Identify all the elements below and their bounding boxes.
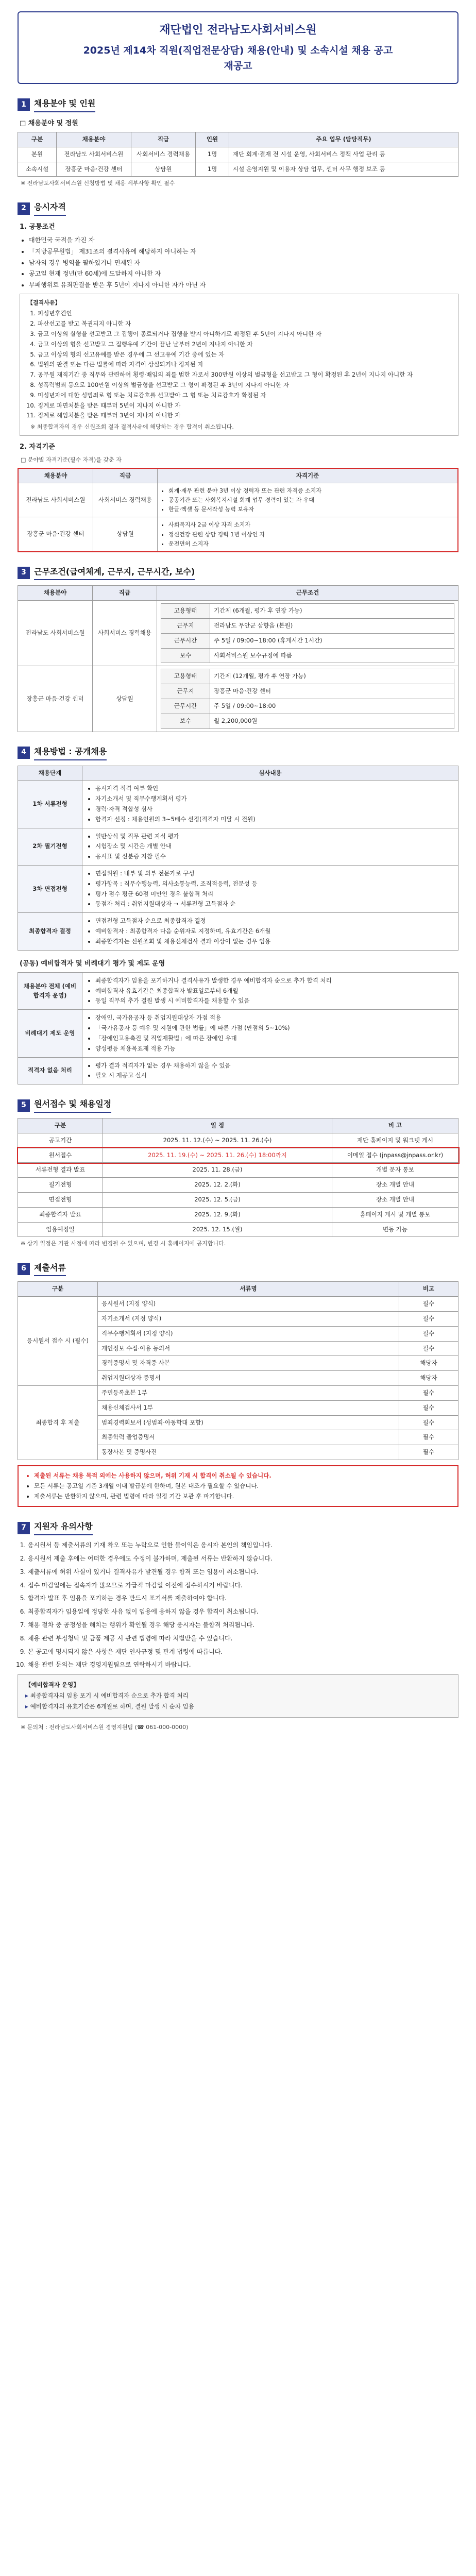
section-1-title: 채용분야 및 인원 — [34, 97, 95, 112]
th-stage: 구분 — [18, 1118, 103, 1133]
list-item: 10. 징계로 파면처분을 받은 때부터 5년이 지나지 아니한 자 — [38, 401, 451, 411]
s1-note: ※ 전라남도사회서비스원 신청방법 및 채용 세부사항 확인 필수 — [21, 180, 175, 187]
list-item: 9. 미성년자에 대한 성범죄로 형 또는 치료감호를 선고받아 그 형 또는 치료감호가 확정된 자 — [38, 391, 451, 400]
th-note: 비고 — [399, 1282, 458, 1297]
cond-key: 고용형태 — [161, 669, 210, 684]
section-2-number: 2 — [18, 202, 30, 215]
table-row — [18, 1385, 458, 1400]
cell-doc: 경력증명서 및 자격증 사본 — [98, 1356, 399, 1371]
cell-stage: 필기전형 — [18, 1178, 103, 1193]
s4b-title: (공통) 예비합격자 및 비례대기 평가 및 제도 운영 — [20, 959, 165, 968]
list-item: • 남자의 경우 병역을 필하였거나 면제된 자 — [29, 258, 458, 268]
list-item: • 응시표 및 신분증 지참 필수 — [95, 852, 454, 861]
cell-duty: 재단 회계·결재 전 시설 운영, 사회서비스 정책 사업 관리 등 — [229, 147, 458, 162]
th-field: 채용분야 — [57, 132, 131, 147]
s2-sub2-label: 자격기준 — [29, 443, 55, 451]
cell-stage: 1차 서류전형 — [18, 781, 82, 828]
cell-stage: 3차 면접전형 — [18, 866, 82, 913]
cond-value: 기간제 (12개월, 평가 후 연장 가능) — [210, 669, 454, 684]
work-conditions-table — [18, 585, 458, 732]
cell-content — [82, 972, 458, 1009]
section-4-title: 채용방법 : 공개채용 — [34, 745, 107, 760]
list-item: • 동점자 처리 : 취업지원대상자 → 서류전형 고득점자 순 — [95, 900, 454, 909]
section-5-number: 5 — [18, 1099, 30, 1112]
cell-content — [82, 781, 458, 828]
title-sub: 재공고 — [224, 60, 252, 72]
list-item: • 면접전형 고득점자 순으로 최종합격자 결정 — [95, 917, 454, 926]
th-date: 일 정 — [103, 1118, 332, 1133]
list-item: • 최종합격자는 신원조회 및 채용신체검사 결과 이상이 없는 경우 임용 — [95, 937, 454, 946]
section-3-title: 근무조건(급여체계, 근무지, 근무시간, 보수) — [34, 566, 195, 581]
list-item: • 평가항목 : 직무수행능력, 의사소통능력, 조직적응력, 전문성 등 — [95, 879, 454, 889]
cell-note: 필수 — [399, 1326, 458, 1341]
cell-note: 필수 — [399, 1341, 458, 1356]
cell-note: 장소 개별 안내 — [332, 1178, 458, 1193]
cell-field: 장흥군 마음·건강 센터 — [18, 517, 93, 552]
cell-content — [82, 913, 458, 950]
reserve-item — [25, 1691, 451, 1701]
list-item: • 예비합격자 : 최종합격자 다음 순위자로 지정하며, 유효기간은 6개월 — [95, 927, 454, 936]
cell-grade: 사회서비스 경력채용 — [93, 601, 157, 666]
list-item: 10. 채용 관련 문의는 재단 경영지원팀으로 연락하시기 바랍니다. — [28, 1660, 458, 1670]
table-row — [18, 162, 458, 177]
list-item: • 양성평등 채용목표제 적용 가능 — [95, 1044, 454, 1054]
table-row — [18, 601, 458, 666]
cond-value: 전라남도 무안군 삼향읍 (본원) — [210, 619, 454, 634]
positions-table — [18, 132, 458, 177]
list-item: • 공고일 현재 정년(만 60세)에 도달하지 아니한 자 — [29, 269, 458, 279]
cond-key: 근무시간 — [161, 633, 210, 648]
list-item: • 제출서류는 반환하지 않으며, 관련 법령에 따라 일정 기간 보관 후 파기합니다. — [34, 1492, 451, 1501]
cond-key: 고용형태 — [161, 604, 210, 619]
cond-key: 근무지 — [161, 684, 210, 699]
section-1-number: 1 — [18, 98, 30, 111]
table-row — [18, 913, 458, 950]
table-row — [18, 666, 458, 732]
cell-note: 해당자 — [399, 1356, 458, 1371]
th-grade: 직급 — [93, 468, 158, 483]
cell-field: 전라남도 사회서비스원 — [57, 147, 131, 162]
cell-qual — [158, 517, 458, 552]
section-7-title: 지원자 유의사항 — [34, 1520, 93, 1535]
list-item: • 응시자격 적격 여부 확인 — [95, 784, 454, 793]
cell-field: 장흥군 마음·건강 센터 — [18, 666, 93, 732]
documents-warning-box — [18, 1465, 458, 1507]
cell-field: 전라남도 사회서비스원 — [18, 601, 93, 666]
list-item: • 면접위원 : 내부 및 외부 전문가로 구성 — [95, 869, 454, 878]
th-grade: 직급 — [93, 586, 157, 601]
title-box — [18, 11, 458, 84]
cell-group: 응시원서 접수 시 (필수) — [18, 1297, 98, 1386]
list-item: 7. 채용 절차 중 공정성을 해치는 행위가 확인될 경우 해당 응시자는 불합격 처리됩니다. — [28, 1620, 458, 1631]
cell-doc: 통장사본 및 증명사진 — [98, 1445, 399, 1460]
list-item: 8. 채용 관련 부정청탁 및 금품 제공 시 관련 법령에 따라 처벌받을 수 있습니다. — [28, 1634, 458, 1644]
list-item: 6. 법원의 판결 또는 다른 법률에 따라 자격이 상실되거나 정지된 자 — [38, 360, 451, 369]
reserve-item-text: 최종합격자의 임용 포기 시 예비합격자 순으로 추가 합격 처리 — [30, 1692, 189, 1700]
cell-doc: 직무수행계획서 (지정 양식) — [98, 1326, 399, 1341]
list-item: • 동일 직무의 추가 결원 발생 시 예비합격자를 채용할 수 있음 — [95, 996, 454, 1006]
list-item: • 경력·자격 적합성 심사 — [95, 805, 454, 814]
th-conditions: 근무조건 — [157, 586, 458, 601]
cell-date: 2025. 11. 28.(금) — [103, 1163, 332, 1178]
list-item: • 한글·엑셀 등 문서작성 능력 보유자 — [168, 505, 454, 514]
cell-group: 최종합격 후 제출 — [18, 1385, 98, 1460]
cell-grade: 사회서비스 경력채용 — [93, 483, 158, 517]
cond-value: 기간제 (6개월, 평가 후 연장 가능) — [210, 604, 454, 619]
cell-doc: 취업지원대상자 증명서 — [98, 1371, 399, 1386]
section-4-number: 4 — [18, 747, 30, 759]
list-item: 2. 파산선고를 받고 복권되지 아니한 자 — [38, 319, 451, 329]
qualification-table — [18, 468, 458, 552]
section-2-title: 응시자격 — [34, 201, 66, 216]
cond-value: 사회서비스원 보수규정에 따름 — [210, 648, 454, 663]
disqualify-box — [20, 294, 458, 436]
list-item: 1. 응시원서 등 제출서류의 기재 착오 또는 누락으로 인한 불이익은 응시자 본인의 책임입니다. — [28, 1540, 458, 1551]
cell-doc: 범죄경력회보서 (성범죄·아동학대 포함) — [98, 1415, 399, 1430]
th-grade: 직급 — [131, 132, 196, 147]
disqualify-title: 【결격사유】 — [27, 299, 61, 307]
s2-sub2: 2. 자격기준 — [20, 443, 55, 451]
cell-qual — [158, 483, 458, 517]
cell-note: 개별 문자 통보 — [332, 1163, 458, 1178]
cell-conditions — [157, 666, 458, 732]
cell-stage: 원서접수 — [18, 1148, 103, 1163]
list-item: 2. 응시원서 제출 후에는 어떠한 경우에도 수정이 불가하며, 제출된 서류는 반환하지 않습니다. — [28, 1554, 458, 1564]
arrow-icon: ▸ — [25, 1692, 30, 1700]
table-row — [18, 1148, 458, 1163]
table-row — [18, 972, 458, 1009]
cell-doc: 자기소개서 (지정 양식) — [98, 1311, 399, 1326]
th-qual: 자격기준 — [158, 468, 458, 483]
cond-key: 근무지 — [161, 619, 210, 634]
cell-note: 필수 — [399, 1297, 458, 1312]
cell-content — [82, 828, 458, 865]
th-duty: 주요 업무 (담당직무) — [229, 132, 458, 147]
cell-note: 필수 — [399, 1415, 458, 1430]
list-item: • 모든 서류는 공고일 기준 3개월 이내 발급분에 한하며, 원본 대조가 필요할 수 있습니다. — [34, 1482, 451, 1491]
list-item: 3. 금고 이상의 실형을 선고받고 그 집행이 종료되거나 집행을 받지 아니하기로 확정된 후 5년이 지나지 아니한 자 — [38, 330, 451, 339]
table-row — [18, 147, 458, 162]
cell-group: 소속시설 — [18, 162, 57, 177]
cell-note: 필수 — [399, 1400, 458, 1415]
th-group: 구분 — [18, 132, 57, 147]
cell-note: 필수 — [399, 1430, 458, 1445]
list-item: • 예비합격자 유효기간은 최종합격자 발표일로부터 6개월 — [95, 987, 454, 996]
reserve-table — [18, 972, 458, 1084]
reserve-item-text: 예비합격자의 유효기간은 6개월로 하며, 결원 발생 시 순차 임용 — [30, 1702, 194, 1710]
list-item: • 장애인, 국가유공자 등 취업지원대상자 가점 적용 — [95, 1013, 454, 1023]
section-6-header — [18, 1262, 458, 1277]
cell-note: 필수 — [399, 1311, 458, 1326]
cell-stage: 서류전형 결과 발표 — [18, 1163, 103, 1178]
cell-stage: 최종합격자 결정 — [18, 913, 82, 950]
cell-stage: 비례대기 제도 운영 — [18, 1010, 82, 1057]
table-row — [18, 1297, 458, 1312]
list-item: • 일반상식 및 직무 관련 지식 평가 — [95, 832, 454, 841]
list-item: • 운전면허 소지자 — [168, 539, 454, 548]
s1-subheading — [20, 118, 458, 129]
cell-stage: 임용예정일 — [18, 1222, 103, 1237]
th-group: 구분 — [18, 1282, 98, 1297]
cond-key: 근무시간 — [161, 699, 210, 714]
th-field: 채용분야 — [18, 586, 93, 601]
cond-value: 장흥군 마음·건강 센터 — [210, 684, 454, 699]
disqualify-list — [27, 309, 451, 420]
table-row — [18, 781, 458, 828]
table-row — [18, 1163, 458, 1178]
list-item: • 회계·재무 관련 분야 3년 이상 경력자 또는 관련 자격증 소지자 — [168, 486, 454, 495]
section-1-header — [18, 97, 458, 112]
table-row — [18, 1133, 458, 1148]
list-item: • 「지방공무원법」 제31조의 결격사유에 해당하지 아니하는 자 — [29, 247, 458, 257]
cell-note: 장소 개별 안내 — [332, 1193, 458, 1208]
table-row — [18, 1178, 458, 1193]
s2-sub2-desc-text: 분야별 자격기준(필수 자격)을 갖춘 자 — [27, 456, 122, 464]
square-icon: □ — [21, 456, 28, 464]
reserve-title: 【예비합격자 운영】 — [25, 1681, 79, 1689]
s1-sub-label: 채용분야 및 정원 — [28, 119, 78, 127]
table-row — [18, 1207, 458, 1222]
reserve-box — [18, 1674, 458, 1717]
list-item: • 대한민국 국적을 가진 자 — [29, 235, 458, 245]
cell-note: 필수 — [399, 1445, 458, 1460]
section-2-header — [18, 201, 458, 216]
cell-content — [82, 1010, 458, 1057]
list-item: 9. 본 공고에 명시되지 않은 사항은 재단 인사규정 및 관계 법령에 따릅니다. — [28, 1647, 458, 1657]
cell-group: 본원 — [18, 147, 57, 162]
cell-grade: 상담원 — [131, 162, 196, 177]
cell-doc: 개인정보 수집·이용 동의서 — [98, 1341, 399, 1356]
inner-table — [161, 603, 454, 663]
list-item: • 부패행위로 유죄판결을 받은 후 5년이 지나지 아니한 자가 아닌 자 — [29, 280, 458, 290]
table-row — [18, 866, 458, 913]
cell-date: 2025. 12. 9.(화) — [103, 1207, 332, 1222]
disqualify-note: ※ 최종합격자의 경우 신원조회 결과 결격사유에 해당하는 경우 합격이 취소됩니다. — [30, 423, 234, 431]
th-stage: 채용단계 — [18, 766, 82, 781]
cell-date: 2025. 12. 2.(화) — [103, 1178, 332, 1193]
table-row — [18, 828, 458, 865]
list-item: • 「국가유공자 등 예우 및 지원에 관한 법률」에 따른 가점 (만점의 5~10%) — [95, 1024, 454, 1033]
section-6-number: 6 — [18, 1263, 30, 1275]
list-item: 5. 금고 이상의 형의 선고유예를 받은 경우에 그 선고유예 기간 중에 있는 자 — [38, 350, 451, 360]
cell-content — [82, 866, 458, 913]
section-6-title: 제출서류 — [34, 1262, 66, 1277]
cell-conditions — [157, 601, 458, 666]
s2-sub2-desc — [21, 455, 458, 464]
cell-note: 변동 가능 — [332, 1222, 458, 1237]
th-note: 비 고 — [332, 1118, 458, 1133]
square-icon: □ — [20, 119, 28, 127]
cell-stage: 채용분야 전체 (예비합격자 운영) — [18, 972, 82, 1009]
cell-content — [82, 1057, 458, 1084]
s5-note: ※ 상기 일정은 기관 사정에 따라 변경될 수 있으며, 변경 시 홈페이지에 공지합니다. — [21, 1240, 226, 1247]
table-row — [18, 517, 458, 552]
cell-stage: 공고기간 — [18, 1133, 103, 1148]
cell-grade: 상담원 — [93, 517, 158, 552]
list-item: • 최종합격자가 임용을 포기하거나 결격사유가 발생한 경우 예비합격자 순으로 추가 합격 처리 — [95, 976, 454, 986]
list-item: • 공공기관 또는 사회복지시설 회계 업무 경력이 있는 자 우대 — [168, 496, 454, 504]
arrow-icon: ▸ — [25, 1702, 30, 1710]
list-item: • 합격자 선정 : 채용인원의 3~5배수 선정(적격자 미달 시 전원) — [95, 815, 454, 824]
section-5-title: 원서접수 및 채용일정 — [34, 1098, 111, 1113]
cell-count: 1명 — [196, 162, 229, 177]
cell-field: 전라남도 사회서비스원 — [18, 483, 93, 517]
cell-grade: 사회서비스 경력채용 — [131, 147, 196, 162]
reserve-item — [25, 1702, 451, 1711]
cell-note: 홈페이지 게시 및 개별 통보 — [332, 1207, 458, 1222]
cell-date: 2025. 11. 12.(수) ~ 2025. 11. 26.(수) — [103, 1133, 332, 1148]
list-item: • 제출된 서류는 채용 목적 외에는 사용하지 않으며, 허위 기재 시 합격이 취소될 수 있습니다. — [34, 1471, 451, 1481]
list-item: 1. 피성년후견인 — [38, 309, 451, 318]
table-row — [18, 483, 458, 517]
cell-doc: 최종학력 졸업증명서 — [98, 1430, 399, 1445]
list-item: • 「장애인고용촉진 및 직업재활법」에 따른 장애인 우대 — [95, 1034, 454, 1043]
cell-field: 장흥군 마음·건강 센터 — [57, 162, 131, 177]
cell-date: 2025. 12. 5.(금) — [103, 1193, 332, 1208]
table-row — [18, 1057, 458, 1084]
cell-grade: 상담원 — [93, 666, 157, 732]
notice-list — [18, 1540, 458, 1670]
th-doc: 서류명 — [98, 1282, 399, 1297]
list-item: • 사회복지사 2급 이상 자격 소지자 — [168, 520, 454, 529]
list-item: • 정신건강 관련 상담 경력 1년 이상인 자 — [168, 530, 454, 539]
cell-note: 해당자 — [399, 1371, 458, 1386]
th-content: 심사내용 — [82, 766, 458, 781]
section-5-header — [18, 1098, 458, 1113]
section-3-number: 3 — [18, 567, 30, 579]
cell-note: 이메일 접수 (jnpass@jnpass.or.kr) — [332, 1148, 458, 1163]
th-field: 채용분야 — [18, 468, 93, 483]
contact-info: ※ 문의처 : 전라남도사회서비스원 경영지원팀 (☎ 061-000-0000) — [21, 1723, 189, 1731]
common-conditions-list — [18, 235, 458, 290]
title-org: 재단법인 전라남도사회서비스원 — [159, 24, 317, 37]
title-main: 2025년 제14차 직원(직업전문상담) 채용(안내) 및 소속시설 채용 공고 — [83, 45, 393, 57]
cond-key: 보수 — [161, 648, 210, 663]
list-item: 11. 징계로 해임처분을 받은 때부터 3년이 지나지 아니한 자 — [38, 411, 451, 420]
cell-stage: 2차 필기전형 — [18, 828, 82, 865]
section-4-header — [18, 745, 458, 760]
list-item: 3. 제출서류에 허위 사실이 있거나 결격사유가 발견될 경우 합격 또는 임용이 취소됩니다. — [28, 1567, 458, 1578]
list-item: • 시험장소 및 시간은 개별 안내 — [95, 842, 454, 851]
section-7-number: 7 — [18, 1522, 30, 1534]
list-item: 7. 공무원 재직기간 중 직무와 관련하여 횡령·배임의 죄를 범한 자로서 300만원 이상의 벌금형을 선고받고 그 형이 확정된 후 2년이 지나지 아니한 자 — [38, 370, 451, 380]
cell-doc: 채용신체검사서 1부 — [98, 1400, 399, 1415]
list-item: 8. 성폭력범죄 등으로 100만원 이상의 벌금형을 선고받고 그 형이 확정된 후 3년이 지나지 아니한 자 — [38, 381, 451, 390]
schedule-table — [18, 1118, 458, 1238]
cell-date: 2025. 11. 19.(수) ~ 2025. 11. 26.(수) 18:00까지 — [103, 1148, 332, 1163]
table-row — [18, 1222, 458, 1237]
list-item: 6. 최종합격자가 임용일에 정당한 사유 없이 임용에 응하지 않을 경우 합격이 취소됩니다. — [28, 1607, 458, 1617]
cell-duty: 시설 운영지원 및 이용자 상담 업무, 센터 사무 행정 보조 등 — [229, 162, 458, 177]
section-7-header — [18, 1520, 458, 1535]
inner-table — [161, 669, 454, 728]
cell-stage: 적격자 없음 처리 — [18, 1057, 82, 1084]
cell-note: 필수 — [399, 1385, 458, 1400]
cell-doc: 응시원서 (지정 양식) — [98, 1297, 399, 1312]
table-row — [18, 1010, 458, 1057]
cond-value: 월 2,200,000원 — [210, 714, 454, 728]
th-count: 인원 — [196, 132, 229, 147]
documents-table — [18, 1281, 458, 1460]
selection-process-table — [18, 766, 458, 951]
list-item: • 평가 결과 적격자가 없는 경우 채용하지 않을 수 있음 — [95, 1061, 454, 1071]
cell-stage: 최종합격자 발표 — [18, 1207, 103, 1222]
list-item: • 필요 시 재공고 실시 — [95, 1071, 454, 1080]
cond-value: 주 5일 / 09:00~18:00 — [210, 699, 454, 714]
section-3-header — [18, 566, 458, 581]
table-row — [18, 1193, 458, 1208]
cond-key: 보수 — [161, 714, 210, 728]
cell-doc: 주민등록초본 1부 — [98, 1385, 399, 1400]
list-item: 4. 금고 이상의 형을 선고받고 그 집행유예 기간이 끝난 날부터 2년이 지나지 아니한 자 — [38, 340, 451, 349]
list-item: 5. 합격자 발표 후 임용을 포기하는 경우 반드시 포기서를 제출하여야 합니다. — [28, 1594, 458, 1604]
s2-sub1: 1. 공통조건 — [20, 223, 55, 231]
cell-count: 1명 — [196, 147, 229, 162]
list-item: 4. 접수 마감일에는 접속자가 많으므로 가급적 마감일 이전에 접수하시기 바랍니다. — [28, 1581, 458, 1591]
list-item: • 평가 점수 평균 60점 미만인 경우 불합격 처리 — [95, 890, 454, 899]
cell-note: 재단 홈페이지 및 워크넷 게시 — [332, 1133, 458, 1148]
cond-value: 주 5일 / 09:00~18:00 (휴게시간 1시간) — [210, 633, 454, 648]
list-item: • 자기소개서 및 직무수행계획서 평가 — [95, 794, 454, 804]
cell-stage: 면접전형 — [18, 1193, 103, 1208]
s2-sub1-label: 공통조건 — [29, 223, 55, 231]
cell-date: 2025. 12. 15.(월) — [103, 1222, 332, 1237]
